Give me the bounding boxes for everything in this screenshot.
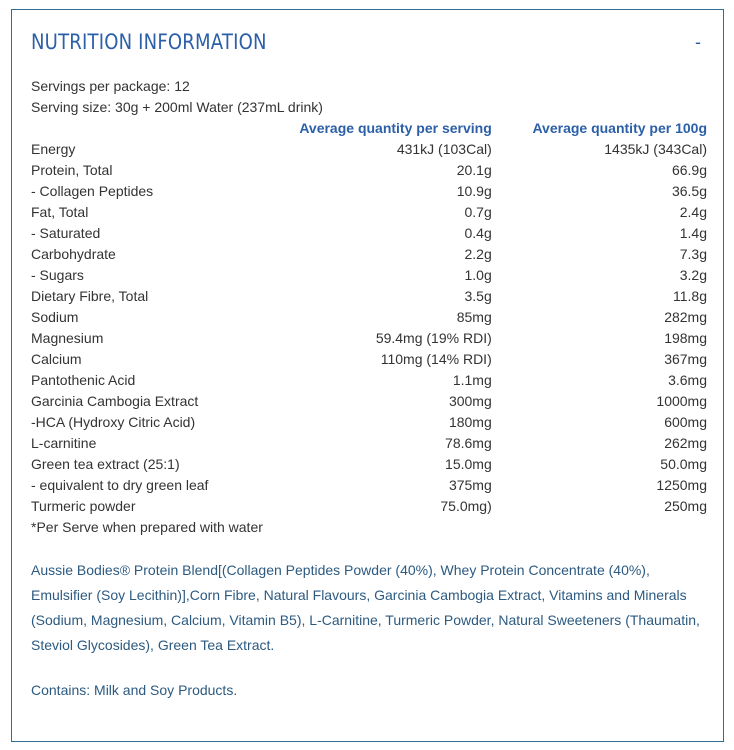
table-row bbox=[31, 181, 707, 202]
table-row bbox=[31, 244, 707, 265]
nutrient-name: -HCA (Hydroxy Citric Acid) bbox=[31, 414, 196, 430]
table-row bbox=[31, 475, 707, 496]
nutrient-name: - Saturated bbox=[31, 225, 101, 241]
per-100g-value: 7.3g bbox=[679, 246, 707, 262]
table-row bbox=[31, 412, 707, 433]
table-row bbox=[31, 370, 707, 391]
header-nutrient bbox=[31, 118, 299, 139]
table-row bbox=[31, 433, 707, 454]
ingredients-text: Aussie Bodies® Protein Blend[(Collagen Peptides Powder (40%), Whey Protein Concentrate (40%), Emulsifier (Soy Lecithin)],Corn Fibre, Natural Flavours, Garcinia Cambogia Extract, Vitamins and Minerals (Sodium, Magnesium, Calcium, Vitamin B5), L-Carnitine, Turmeric Powder, Natural Sweeteners (Thaumatin, Steviol Glycosides), Green Tea Extract. bbox=[31, 562, 700, 653]
per-100g-value: 11.8g bbox=[673, 288, 707, 304]
nutrient-name: Carbohydrate bbox=[31, 246, 116, 262]
nutrient-name: Sodium bbox=[31, 309, 79, 325]
per-100g-value: 250mg bbox=[664, 498, 707, 514]
per-serving-value: 75.0mg) bbox=[440, 498, 492, 514]
per-serving-value: 59.4mg (19% RDI) bbox=[375, 330, 492, 346]
table-row bbox=[31, 139, 707, 160]
nutrient-name: - Sugars bbox=[31, 267, 84, 283]
per-serving-value: 431kJ (103Cal) bbox=[396, 141, 492, 157]
collapse-toggle[interactable] bbox=[691, 32, 705, 52]
table-row bbox=[31, 391, 707, 412]
per-100g-value: 367mg bbox=[664, 351, 707, 367]
per-100g-value: 1000mg bbox=[656, 393, 707, 409]
header-per-serving: Average quantity per serving bbox=[299, 120, 492, 136]
per-serving-value: 2.2g bbox=[464, 246, 492, 262]
nutrient-name: Calcium bbox=[31, 351, 82, 367]
nutrient-name: - equivalent to dry green leaf bbox=[31, 477, 209, 493]
nutrition-table bbox=[31, 118, 707, 517]
minus-icon: - bbox=[695, 32, 701, 52]
per-100g-value: 1.4g bbox=[679, 225, 707, 241]
per-serving-value: 110mg (14% RDI) bbox=[380, 351, 492, 367]
per-serving-value: 0.4g bbox=[464, 225, 492, 241]
per-100g-value: 600mg bbox=[664, 414, 707, 430]
per-100g-value: 262mg bbox=[664, 435, 707, 451]
nutrient-name: Energy bbox=[31, 141, 76, 157]
per-serving-value: 15.0mg bbox=[445, 456, 492, 472]
nutrient-name: Turmeric powder bbox=[31, 498, 136, 514]
nutrient-name: Dietary Fibre, Total bbox=[31, 288, 149, 304]
table-row bbox=[31, 160, 707, 181]
per-100g-value: 1250mg bbox=[656, 477, 707, 493]
table-row bbox=[31, 349, 707, 370]
per-serving-value: 300mg bbox=[448, 393, 492, 409]
nutrient-name: Green tea extract (25:1) bbox=[31, 456, 180, 472]
header-per-100g: Average quantity per 100g bbox=[532, 120, 707, 136]
nutrient-name: Magnesium bbox=[31, 330, 104, 346]
per-serving-value: 20.1g bbox=[456, 162, 492, 178]
nutrient-name: L-carnitine bbox=[31, 435, 97, 451]
nutrition-panel bbox=[11, 9, 724, 742]
per-serving-value: 1.0g bbox=[464, 267, 492, 283]
per-100g-value: 3.6mg bbox=[668, 372, 707, 388]
nutrient-name: Fat, Total bbox=[31, 204, 89, 220]
table-row bbox=[31, 286, 707, 307]
nutrient-name: Protein, Total bbox=[31, 162, 113, 178]
per-100g-value: 50.0mg bbox=[660, 456, 707, 472]
nutrient-name: Pantothenic Acid bbox=[31, 372, 136, 388]
per-serving-value: 0.7g bbox=[464, 204, 492, 220]
table-row bbox=[31, 202, 707, 223]
table-row bbox=[31, 454, 707, 475]
per-100g-value: 2.4g bbox=[679, 204, 707, 220]
table-row bbox=[31, 496, 707, 517]
per-100g-value: 198mg bbox=[664, 330, 707, 346]
per-serving-value: 375mg bbox=[448, 477, 492, 493]
table-row bbox=[31, 223, 707, 244]
footnote: *Per Serve when prepared with water bbox=[31, 519, 263, 535]
serving-size: Serving size: 30g + 200ml Water (237mL drink) bbox=[31, 99, 323, 115]
nutrient-name: - Collagen Peptides bbox=[31, 183, 154, 199]
per-100g-value: 282mg bbox=[664, 309, 707, 325]
per-100g-value: 3.2g bbox=[679, 267, 707, 283]
allergen-statement: Contains: Milk and Soy Products. bbox=[31, 682, 238, 698]
section-title: NUTRITION INFORMATION bbox=[31, 30, 267, 54]
table-row bbox=[31, 265, 707, 286]
per-serving-value: 78.6mg bbox=[445, 435, 492, 451]
per-serving-value: 180mg bbox=[448, 414, 492, 430]
nutrient-name: Garcinia Cambogia Extract bbox=[31, 393, 199, 409]
per-100g-value: 36.5g bbox=[671, 183, 707, 199]
per-100g-value: 1435kJ (343Cal) bbox=[604, 141, 707, 157]
per-serving-value: 1.1mg bbox=[452, 372, 492, 388]
table-header-row bbox=[31, 118, 707, 139]
per-100g-value: 66.9g bbox=[671, 162, 707, 178]
table-row bbox=[31, 307, 707, 328]
per-serving-value: 10.9g bbox=[456, 183, 492, 199]
per-serving-value: 85mg bbox=[456, 309, 492, 325]
servings-per-package: Servings per package: 12 bbox=[31, 78, 190, 94]
table-row bbox=[31, 328, 707, 349]
serving-info bbox=[31, 76, 707, 118]
per-serving-value: 3.5g bbox=[464, 288, 492, 304]
